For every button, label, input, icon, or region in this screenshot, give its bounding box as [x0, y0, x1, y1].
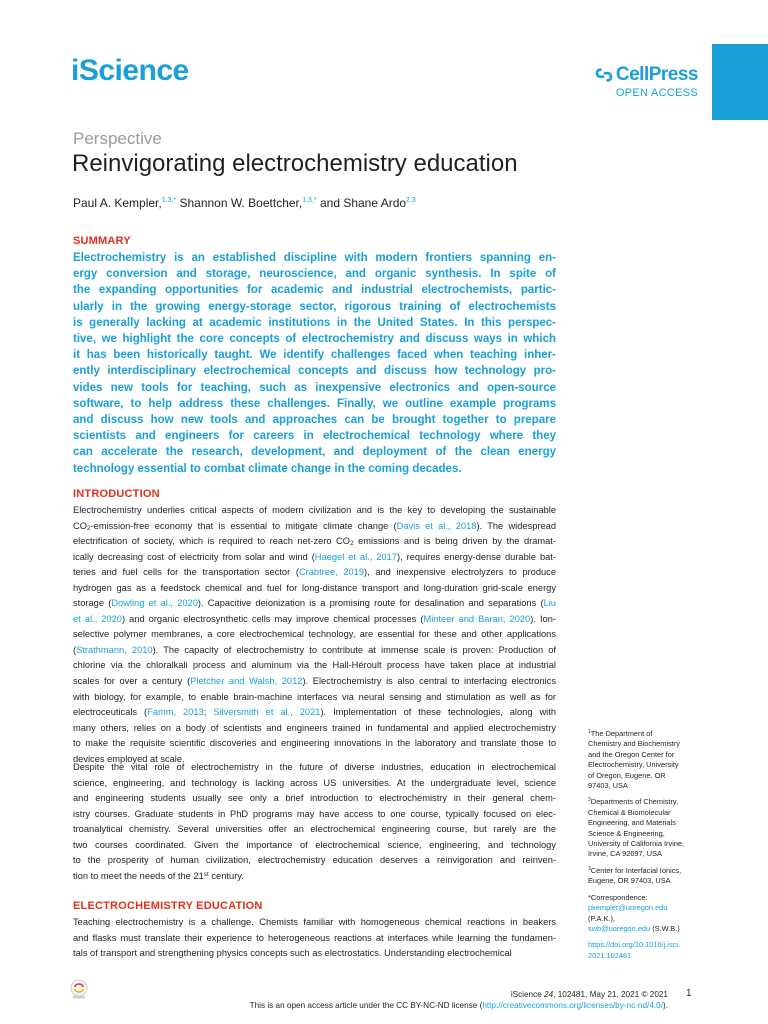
summary-line: vides new tools for teaching, such as inexpensive electronics and open-source	[73, 381, 556, 394]
article-type: Perspective	[73, 129, 162, 148]
email-link[interactable]: swb@uoregon.edu	[588, 923, 651, 933]
citation-link[interactable]: et al., 2020	[73, 613, 122, 624]
summary-line: ergy conversion and storage, neuroscience, and organic synthesis. In spite of	[73, 268, 556, 281]
citation-link[interactable]: Crabtree, 2019	[298, 567, 365, 578]
introduction-heading: INTRODUCTION	[73, 488, 160, 500]
citation-link[interactable]: Liu	[543, 598, 556, 609]
affiliation-line: and the Oregon Center for	[588, 749, 675, 759]
summary-line: ularly in the growing energy-storage sector, rigorous training of electrochemists	[73, 300, 556, 313]
journal-name: iScience	[71, 54, 189, 87]
correspondence-label: *Correspondence:	[588, 892, 648, 902]
citation-link[interactable]: Famm, 2013	[147, 707, 204, 718]
ec-education-heading: ELECTROCHEMISTRY EDUCATION	[73, 900, 263, 912]
text-line: storage (Dowling et al., 2020). Capacitive deionization is a promising route for desalination and separations (Liu	[73, 598, 556, 609]
text-line: et al., 2020) and organic electrosynthetic cells may improve chemical processes (Minteer and Baran, 2020). Ion-	[73, 613, 556, 624]
text-line: hydrogen gas as a feedstock chemical and fuel for long-distance transport and long-duration grid-scale energy	[73, 582, 556, 593]
citation-link[interactable]: Haegel et al., 2017	[314, 551, 397, 562]
author-affiliation[interactable]: 1,3,*	[302, 197, 317, 204]
article-title: Reinvigorating electrochemistry education	[72, 150, 518, 177]
doi-note[interactable]	[588, 940, 700, 961]
text-line: electrification of society, which is required to reach net-zero $CO_2$ emissions and is being driven by the dramat-	[73, 536, 556, 548]
author-name[interactable]: and Shane Ardo	[319, 196, 407, 210]
affiliation-note: $^2$Departments of Chemistry, Chemical & Biomolecular Engineering, and Materials Science & Engineering, University of California Irvine, Irvine, CA 92697, USA	[588, 797, 685, 859]
text-line: Despite the vital role of electrochemistry in the future of diverse industries, education in electrochemical	[73, 762, 556, 772]
affiliation-line: The Department of	[590, 729, 653, 738]
summary-line: the expanding opportunities for academic and industrial electrochemists, partic-	[73, 284, 556, 297]
author-list	[73, 196, 416, 210]
text-line: (Strathmann, 2010). The capacity of electrochemistry to contribute at immense scale is proven: Production of	[73, 644, 556, 655]
citation-line: iScience 24, 102481, May 21, 2021 © 2021	[510, 990, 668, 999]
text-line: tals of transport and strengthening physics concepts such as electrostatics. Understanding electrochemical	[73, 948, 512, 959]
doi-link[interactable]: https://doi.org/10.1016/j.isci.	[588, 940, 681, 950]
open-access-label: OPEN ACCESS	[615, 87, 698, 99]
text-line: many others, relies on a body of scientists and engineers trained in fundamental and applied electrochemistry	[73, 722, 556, 733]
email-link[interactable]: pkempler@uoregon.edu	[588, 903, 668, 913]
summary-line: can accelerate the research, development, and deployment of the clean energy	[73, 446, 556, 459]
summary-line: and discuss how new tools and approaches can be brought together to prepare	[73, 414, 556, 427]
summary-line: is generally lacking at academic institutions in the United States. In this perspec-	[73, 316, 556, 329]
affiliation-line: Irvine, CA 92697, USA	[588, 849, 662, 859]
summary-text	[73, 250, 556, 477]
publisher-logo[interactable]	[588, 64, 698, 99]
correspondence-note	[588, 893, 700, 935]
author-affiliation[interactable]: 1,3,*	[161, 197, 177, 204]
journal-color-tab	[712, 44, 768, 120]
text-line: ically decreasing cost of electricity from solar and wind (Haegel et al., 2017), requires energy-dense durable bat-	[73, 551, 556, 562]
citation-link[interactable]: Minteer and Baran, 2020	[423, 613, 531, 624]
affiliation-line: Electrochemistry, University	[588, 760, 679, 770]
affiliation-line: Center for Interfacial Ionics,	[590, 865, 682, 875]
text-line: istry courses. Graduate students in PhD programs may have access to one course, typically focused on elec-	[73, 808, 556, 819]
text-line: and engineering students usually see only a brief introduction to electrochemistry in their general chem-	[73, 793, 556, 804]
affiliation-line: Science & Engineering,	[588, 828, 665, 838]
citation-link[interactable]: Pletcher and Walsh, 2012	[190, 676, 303, 687]
text-line: devices employed at scale.	[73, 753, 185, 764]
affiliation-line: University of California Irvine,	[588, 839, 685, 849]
text-line: troanalytical chemistry. Several universities offer an electrochemical engineering course, but rarely are the	[73, 824, 556, 835]
citation-link[interactable]: Strathmann, 2010	[76, 644, 153, 655]
text-line: two courses coordinated. Given the importance of electrochemical science, engineering, and technology	[73, 839, 556, 850]
affiliation-line: Chemical & Biomolecular	[588, 807, 671, 817]
affiliation-line: Departments of Chemistry,	[590, 797, 679, 807]
text-line: Electrochemistry underlies critical aspects of modern civilization and is the key to developing the sustainable	[73, 505, 556, 515]
email-owner: (S.W.B.)	[650, 923, 680, 933]
text-line: selective polymer membranes, a core electrochemical technology, are essential for these and other applications	[73, 629, 556, 640]
license-line: This is an open access article under the CC BY-NC-ND license (http://creativecommons.org/licenses/by-nc-nd/4.0/).	[249, 1001, 668, 1010]
introduction-paragraph-1	[73, 503, 556, 767]
summary-line: Electrochemistry is an established discipline with modern frontiers spanning en-	[73, 252, 556, 264]
check-for-updates-icon[interactable]	[68, 978, 90, 1000]
publisher-name: CellPress	[615, 64, 698, 85]
text-line: $CO_2-emission$-free economy that is essential to mitigate climate change (Davis et al., 2018). The widespread	[73, 520, 556, 532]
citation-link[interactable]: Silversmith et al., 2021	[213, 707, 321, 718]
license-link[interactable]: http://creativecommons.org/licenses/by-nc-nd/4.0/	[482, 1001, 663, 1010]
affiliation-note: $^1$The Department of Chemistry and Biochemistry and the Oregon Center for Electrochemistry, University of Oregon, Eugene, OR 97403, USA	[588, 729, 681, 791]
introduction-paragraph-2	[73, 760, 556, 884]
affiliation-line: 97403, USA	[588, 781, 628, 791]
author-affiliation[interactable]: 2,3	[406, 197, 416, 204]
affiliation-line: Eugene, OR 97403, USA	[588, 876, 671, 886]
author-name[interactable]: Shannon W. Boettcher,	[179, 196, 303, 210]
summary-heading: SUMMARY	[73, 235, 131, 247]
summary-line: it has been historically taught. We identify challenges faced when teaching inher-	[73, 349, 556, 362]
summary-line: tive, we highlight the core concepts of electrochemistry and discuss ways in which	[73, 333, 556, 346]
affiliation-line: Chemistry and Biochemistry	[588, 739, 681, 749]
text-line: with biology, for example, to enable brain-machine interfaces via neural sensing and stimulation as well as for	[73, 691, 556, 702]
text-line: tion to meet the needs of the 21st century.	[73, 870, 244, 881]
text-line: Teaching electrochemistry is a challenge. Chemists familiar with homogeneous chemical reactions in beakers	[73, 917, 556, 927]
summary-line: software, to help address these challenges. Finally, we outline example programs	[73, 397, 556, 410]
text-line: and flasks must translate their experience to heterogeneous reactions at interfaces while learning the fundamen-	[73, 932, 556, 943]
text-line: to make the requisite scientific discoveries and engineering innovations in the laboratory and translate those to	[73, 738, 556, 749]
citation-link[interactable]: Davis et al., 2018	[396, 520, 477, 531]
ec-education-paragraph-1	[73, 915, 556, 962]
affiliation-note: $^3$Center for Interfacial Ionics, Eugene, OR 97403, USA	[588, 865, 682, 886]
summary-line: scientists and engineers for careers in electrochemical technology where they	[73, 430, 556, 443]
text-line: science, engineering, and technology is lacking across US universities. At the undergraduate level, science	[73, 777, 556, 788]
affiliation-line: of Oregon, Eugene, OR	[588, 770, 666, 780]
text-line: chlorine via the chloralkali process and aluminum via the Hall-Héroult process have taken place at industrial	[73, 660, 556, 671]
summary-line: ently interdisciplinary electrochemical concepts and discuss how technology pro-	[73, 365, 556, 378]
author-name[interactable]: Paul A. Kempler,	[73, 196, 162, 210]
citation-link[interactable]: Dowling et al., 2020	[111, 598, 198, 609]
doi-link[interactable]: 2021.102481	[588, 950, 632, 960]
text-line: to the prosperity of human civilization, electrochemistry education deserves a reinvigoration and reinven-	[73, 855, 556, 866]
summary-line: technology essential to combat climate change in the coming decades.	[73, 462, 462, 475]
text-line: electroceuticals (Famm, 2013; Silversmith et al., 2021). Implementation of these technologies, along with	[73, 707, 556, 718]
affiliation-line: Engineering, and Materials	[588, 818, 676, 828]
text-line: scales for over a century (Pletcher and Walsh, 2012). Electrochemistry is also central to interfacing electronics	[73, 676, 556, 687]
page-number: 1	[686, 988, 692, 999]
email-owner: (P.A.K.),	[588, 913, 615, 923]
text-line: teries and fuel cells for the transportation sector (Crabtree, 2019), and inexpensive electrolyzers to produce	[73, 567, 556, 578]
affiliation-notes	[588, 729, 700, 967]
cellpress-logo-icon	[595, 66, 613, 84]
